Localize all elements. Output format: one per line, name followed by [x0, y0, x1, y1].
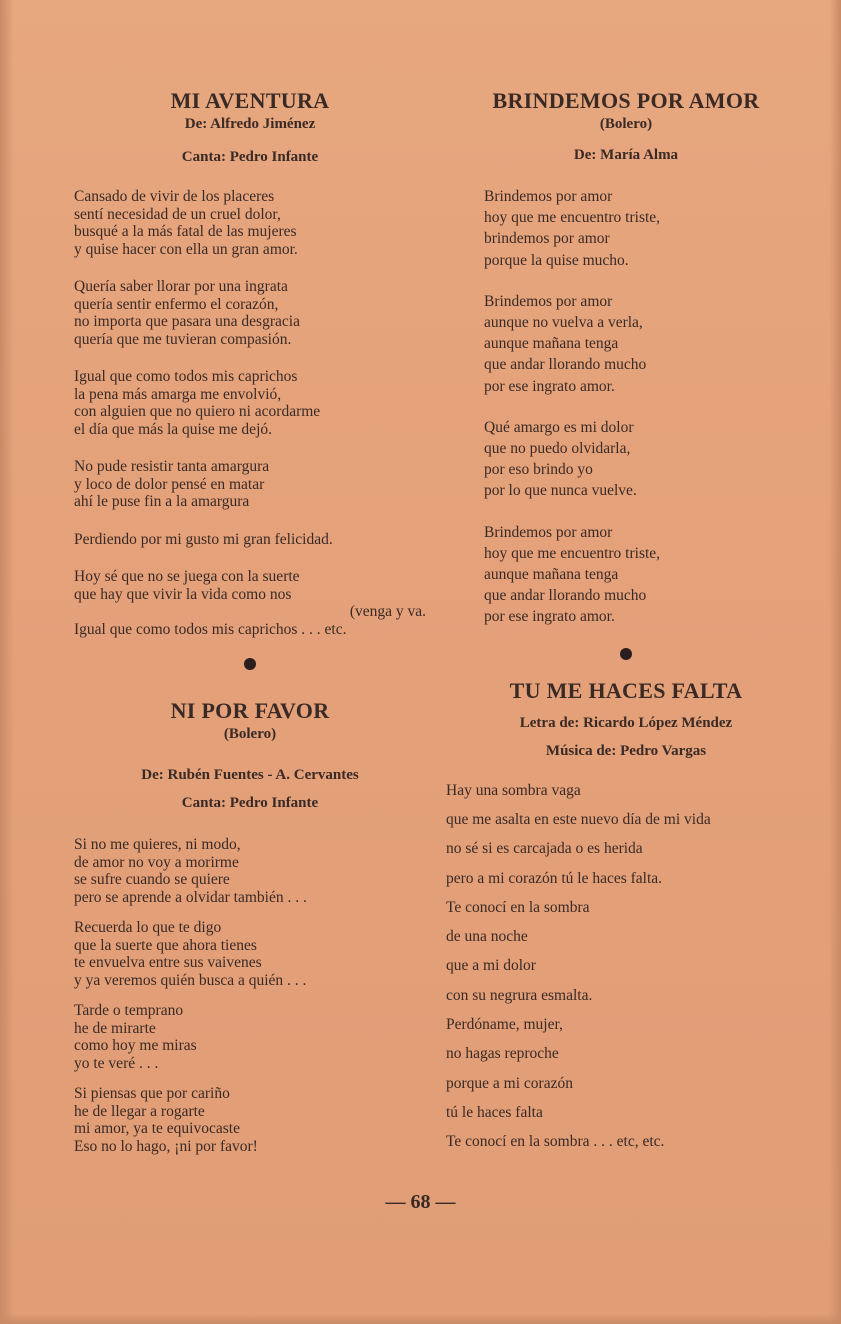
lyric-line: hoy que me encuentro triste, — [484, 544, 661, 562]
song-lyrics — [446, 776, 806, 1157]
song-composer: De: María Alma — [573, 147, 679, 163]
song-tu-me-haces-falta — [446, 678, 806, 1157]
song-lyrics — [74, 188, 426, 638]
song-title: BRINDEMOS POR AMOR — [492, 88, 760, 113]
lyric-line: por lo que nunca vuelve. — [484, 482, 637, 500]
lyric-line: Cansado de vivir de los placeres — [74, 188, 275, 205]
lyric-line: yo te veré . . . — [74, 1054, 159, 1072]
lyric-line: quería sentir enfermo el corazón, — [74, 295, 279, 313]
lyric-line: No pude resistir tanta amargura — [74, 458, 270, 475]
lyric-line: mi amor, ya te equivocaste — [74, 1120, 240, 1137]
lyric-line: Brindemos por amor — [484, 523, 613, 541]
stanza — [74, 531, 426, 549]
lyric-line: Tarde o temprano — [74, 1002, 184, 1019]
left-column — [74, 88, 426, 1168]
lyric-line: (venga y va. — [349, 603, 426, 620]
lyric-line: Igual que como todos mis caprichos — [74, 368, 298, 385]
lyric-line: y quise hacer con ella un gran amor. — [74, 240, 298, 258]
lyric-line: he de llegar a rogarte — [74, 1102, 205, 1120]
lyric-line: y ya veremos quién busca a quién . . . — [74, 971, 307, 989]
song-title: TU ME HACES FALTA — [509, 677, 743, 703]
lyric-line: Te conocí en la sombra . . . etc, etc. — [446, 1133, 665, 1151]
song-lyrics — [74, 836, 426, 1155]
lyric-line: la pena más amarga me envolvió, — [74, 385, 282, 403]
lyric-line: que a mi dolor — [446, 957, 536, 975]
lyric-line: sentí necesidad de un cruel dolor, — [74, 205, 281, 223]
lyric-line: brindemos por amor — [484, 230, 610, 248]
lyric-line: que andar llorando mucho — [484, 356, 647, 374]
lyric-line: he de mirarte — [74, 1019, 156, 1037]
stanza — [74, 1085, 426, 1155]
stanza — [446, 776, 806, 1157]
lyric-line: como hoy me miras — [74, 1037, 197, 1054]
lyric-line: de una noche — [446, 928, 528, 946]
song-genre: (Bolero) — [223, 726, 277, 742]
lyric-line: porque a mi corazón — [446, 1074, 573, 1092]
lyric-line: pero se aprende a olvidar también . . . — [74, 888, 307, 906]
lyric-line: te envuelva entre sus vaivenes — [74, 954, 262, 971]
lyric-line: quería que me tuvieran compasión. — [74, 330, 292, 348]
stanza — [74, 188, 426, 258]
lyric-line: Brindemos por amor — [484, 188, 613, 205]
stanza — [74, 368, 426, 438]
right-column — [446, 88, 806, 1157]
lyric-line: aunque no vuelva a verla, — [484, 314, 643, 332]
lyric-line: por ese ingrato amor. — [484, 608, 615, 626]
separator-bullet — [620, 648, 632, 660]
song-composer: De: Rubén Fuentes - A. Cervantes — [141, 767, 359, 783]
lyric-line: por ese ingrato amor. — [484, 377, 615, 395]
lyric-line: Recuerda lo que te digo — [74, 919, 222, 936]
song-composer: Música de: Pedro Vargas — [545, 742, 707, 759]
stanza — [484, 186, 806, 271]
lyric-line: Eso no lo hago, ¡ni por favor! — [74, 1137, 258, 1155]
song-title: NI POR FAVOR — [170, 698, 330, 723]
stanza — [74, 1002, 426, 1072]
song-singer: Canta: Pedro Infante — [181, 149, 319, 165]
stanza — [74, 836, 426, 906]
stanza — [74, 919, 426, 989]
lyric-line: con alguien que no quiero ni acordarme — [74, 403, 321, 420]
lyric-line: tú le haces falta — [446, 1103, 543, 1121]
stanza — [74, 278, 426, 348]
stanza — [484, 291, 806, 397]
page-number: — 68 — — [385, 1191, 456, 1213]
lyric-line: por eso brindo yo — [484, 461, 593, 479]
lyric-line: con su negrura esmalta. — [446, 986, 593, 1004]
song-mi-aventura — [74, 88, 426, 638]
page-edge-shadow-left — [0, 0, 14, 1324]
lyric-line: y loco de dolor pensé en matar — [74, 475, 265, 493]
page-edge-shadow-right — [829, 0, 841, 1324]
song-genre: (Bolero) — [599, 116, 653, 132]
lyric-line: el día que más la quise me dejó. — [74, 420, 272, 438]
stanza — [74, 458, 426, 511]
lyric-line: aunque mañana tenga — [484, 566, 619, 584]
song-brindemos-por-amor — [446, 88, 806, 628]
lyric-line: Hoy sé que no se juega con la suerte — [74, 568, 300, 585]
lyric-line: ahí le puse fin a la amargura — [74, 493, 250, 510]
lyric-line: que andar llorando mucho — [484, 587, 647, 605]
song-lyrics — [446, 186, 806, 628]
lyric-line: se sufre cuando se quiere — [74, 871, 230, 888]
stanza — [484, 522, 806, 628]
lyric-line: hoy que me encuentro triste, — [484, 209, 661, 227]
lyric-line: que la suerte que ahora tienes — [74, 936, 257, 954]
song-composer: De: Alfredo Jiménez — [184, 116, 316, 132]
lyric-line: Hay una sombra vaga — [446, 781, 581, 799]
lyric-line: Quería saber llorar por una ingrata — [74, 278, 288, 295]
lyric-line: Brindemos por amor — [484, 292, 613, 310]
song-lyricist: Letra de: Ricardo López Méndez — [519, 714, 733, 731]
lyric-line: que hay que vivir la vida como nos — [74, 585, 292, 603]
lyric-line: aunque mañana tenga — [484, 335, 619, 353]
separator-bullet — [244, 658, 256, 670]
lyric-line: Si no me quieres, ni modo, — [74, 836, 241, 853]
lyric-line: de amor no voy a morirme — [74, 853, 239, 871]
lyric-line: no importa que pasara una desgracia — [74, 313, 300, 330]
stanza — [484, 417, 806, 502]
lyric-line: no hagas reproche — [446, 1045, 559, 1063]
lyric-line: Igual que como todos mis caprichos . . . etc. — [74, 620, 347, 638]
lyric-line: Te conocí en la sombra — [446, 898, 590, 916]
stanza — [74, 568, 426, 638]
song-ni-por-favor — [74, 698, 426, 1155]
lyric-line: busqué a la más fatal de las mujeres — [74, 223, 297, 240]
lyric-line: que me asalta en este nuevo día de mi vida — [446, 810, 711, 828]
lyric-line: porque la quise mucho. — [484, 251, 629, 269]
lyric-line: no sé si es carcajada o es herida — [446, 840, 643, 858]
lyric-line: Si piensas que por cariño — [74, 1085, 230, 1102]
song-title: MI AVENTURA — [170, 88, 330, 113]
lyric-line: pero a mi corazón tú le haces falta. — [446, 869, 663, 887]
lyric-line: que no puedo olvidarla, — [484, 440, 631, 458]
page-edge-shadow-bottom — [0, 1314, 841, 1324]
lyric-line: Perdóname, mujer, — [446, 1016, 563, 1034]
lyric-line: Qué amargo es mi dolor — [484, 418, 634, 436]
song-singer: Canta: Pedro Infante — [181, 795, 319, 811]
lyric-line: Perdiendo por mi gusto mi gran felicidad. — [74, 530, 333, 548]
